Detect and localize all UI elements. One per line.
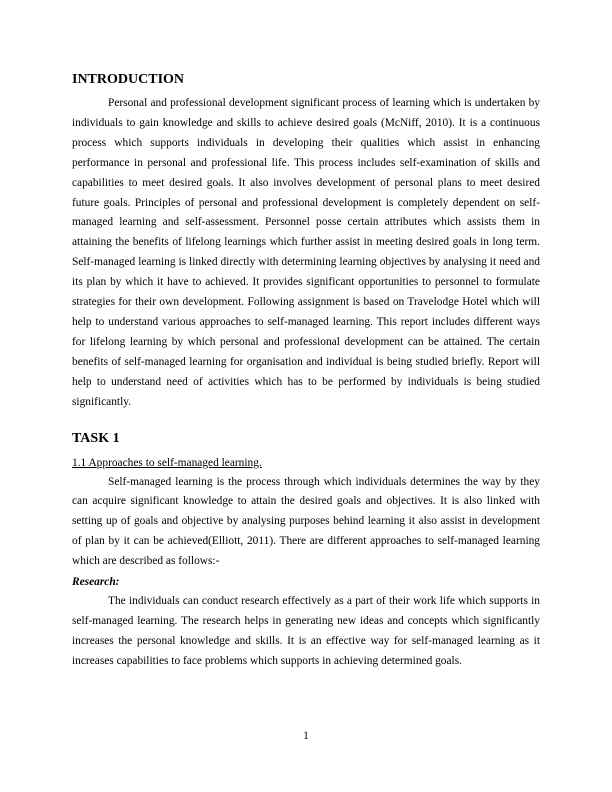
page-number: 1: [303, 730, 309, 742]
document-page: [72, 70, 540, 672]
research-paragraph: The individuals can conduct research effectively as a part of their work life which supports in self-managed learning. The research helps in generating new ideas and concepts which significantly increases the personal knowledge and skills. It is an effective way for self-managed learning as it increases capabilities to face problems which supports in achieving determined goals.: [72, 595, 540, 667]
research-heading: Research:: [72, 576, 120, 589]
task1-subheading: 1.1 Approaches to self-managed learning.: [72, 456, 262, 469]
task1-paragraph: Self-managed learning is the process through which individuals determines the way by they can acquire significant knowledge to attain the desired goals and objectives. It is also linked with setting up of goals and objective by analysing purposes behind learning it also assist in development of plan by it can be achieved(Elliott, 2011). There are different approaches to self-managed learning which are described as follows:-: [72, 475, 540, 568]
task1-heading: TASK 1: [72, 430, 120, 446]
introduction-paragraph: Personal and professional development significant process of learning which is undertaken by individuals to gain knowledge and skills to achieve desired goals (McNiff, 2010). It is a continuous process which supports individuals in developing their qualities which assist in enhancing performance in personal and professional life. This process includes self-examination of skills and capabilities to meet desired goals. It also involves development of personal plans to meet desired future goals. Principles of personal and professional development is completely dependent on self-managed learning and self-assessment. Personnel posse certain attributes which assists them in attaining the benefits of lifelong learnings which further assist in meeting desired goals in long term. Self-managed learning is linked directly with determining learning objectives by analysing it need and its plan by which it have to achieved. It provides significant opportunities to personnel to formulate strategies for their own development. Following assignment is based on Travelodge Hotel which will help to understand various approaches to self-managed learning. This report includes different ways for lifelong learning by which personal and professional development can be attained. The certain benefits of self-managed learning for organisation and individual is being studied briefly. Report will help to understand need of activities which has to be performed by individuals is being studied significantly.: [72, 97, 540, 408]
introduction-heading: INTRODUCTION: [72, 72, 185, 87]
